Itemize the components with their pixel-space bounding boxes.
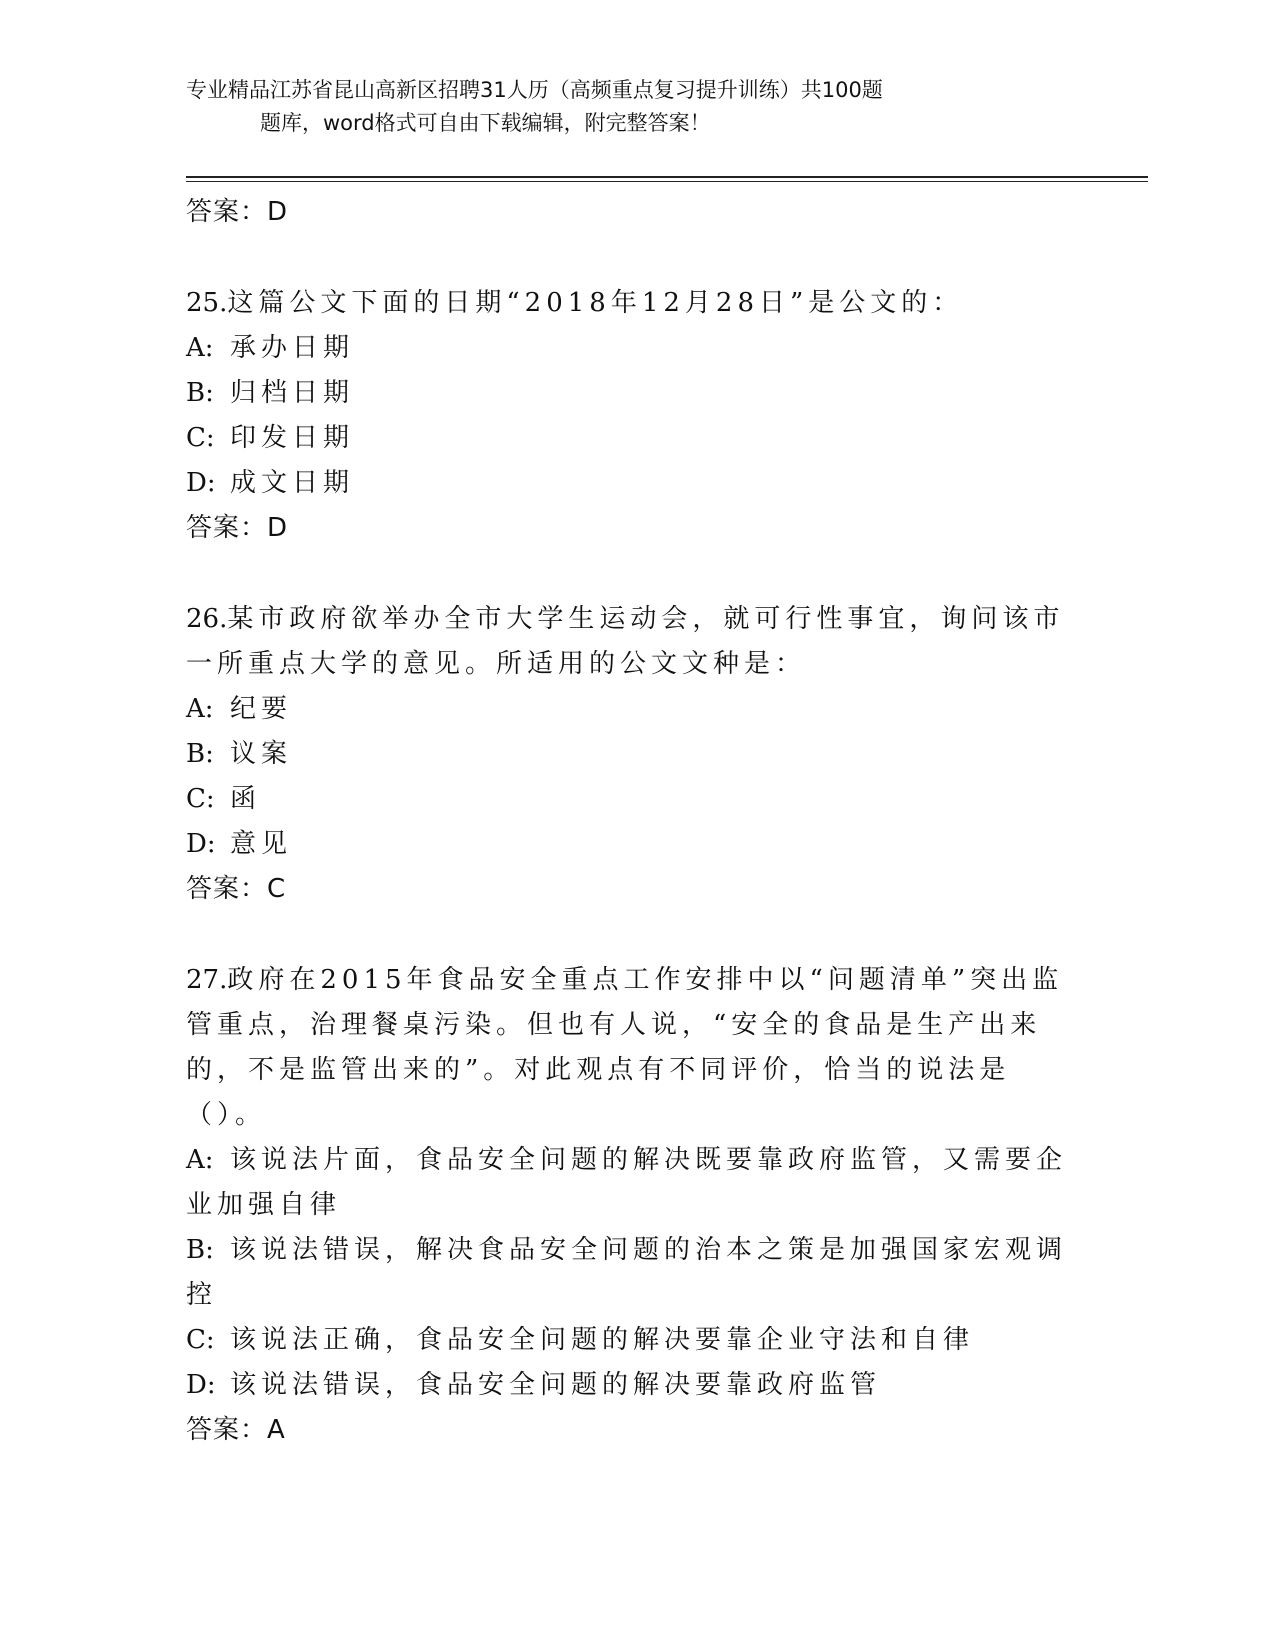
option-text: 议案	[230, 739, 293, 769]
option-d	[186, 1363, 1076, 1408]
question-text	[186, 281, 1076, 326]
option-key: A:	[186, 694, 214, 724]
question-stem: 某市政府欲举办全市大学生运动会，就可行性事宜，询问该市一所重点大学的意见。所适用的公文文种是：	[186, 604, 1065, 679]
option-key: B:	[186, 1235, 214, 1265]
option-text: 该说法错误，食品安全问题的解决要靠政府监管	[230, 1370, 882, 1400]
option-d	[186, 822, 1076, 867]
option-b	[186, 371, 1076, 416]
option-b	[186, 732, 1076, 777]
option-c	[186, 416, 1076, 461]
spacer	[186, 912, 1076, 958]
question-stem: 政府在2015年食品安全重点工作安排中以“问题清单”突出监管重点，治理餐桌污染。但也有人说，“安全的食品是生产出来的，不是监管出来的”。对此观点有不同评价，恰当的说法是（）。	[186, 965, 1064, 1130]
option-text: 函	[230, 784, 262, 814]
option-key: A:	[186, 333, 214, 363]
answer-value: C	[267, 874, 287, 904]
option-key: D:	[186, 829, 216, 859]
option-text: 印发日期	[230, 423, 355, 453]
answer-label: 答案：	[186, 197, 268, 227]
question-text	[186, 958, 1076, 1138]
option-key: C:	[186, 423, 215, 453]
option-c	[186, 1318, 1076, 1363]
option-text: 归档日期	[230, 378, 355, 408]
question-number: 25.	[186, 288, 228, 318]
option-key: D:	[186, 468, 216, 498]
option-key: D:	[186, 1370, 216, 1400]
page-header	[186, 74, 1046, 140]
option-text: 该说法片面，食品安全问题的解决既要靠政府监管，又需要企业加强自律	[186, 1145, 1068, 1220]
option-a	[186, 326, 1076, 371]
question-list	[186, 190, 1076, 1453]
header-divider-thick	[186, 176, 1148, 178]
question-block	[186, 281, 1076, 551]
answer-line	[186, 190, 1076, 235]
answer-value: D	[267, 197, 289, 227]
option-text: 该说法错误，解决食品安全问题的治本之策是加强国家宏观调控	[186, 1235, 1068, 1310]
option-a	[186, 1138, 1076, 1228]
option-text: 意见	[230, 829, 293, 859]
option-key: C:	[186, 1325, 215, 1355]
option-text: 承办日期	[230, 333, 355, 363]
question-stem: 这篇公文下面的日期“2018年12月28日”是公文的：	[227, 288, 964, 318]
answer-label: 答案：	[186, 513, 268, 543]
spacer	[186, 235, 1076, 281]
answer-value: D	[267, 513, 289, 543]
option-text: 成文日期	[230, 468, 355, 498]
option-a	[186, 687, 1076, 732]
option-key: B:	[186, 739, 214, 769]
header-divider-thin	[186, 181, 1148, 182]
answer-label: 答案：	[186, 874, 268, 904]
option-key: B:	[186, 378, 214, 408]
option-d	[186, 461, 1076, 506]
question-text	[186, 597, 1076, 687]
answer-value: A	[267, 1415, 286, 1445]
option-text: 该说法正确，食品安全问题的解决要靠企业守法和自律	[230, 1325, 975, 1355]
answer-line	[186, 867, 1076, 912]
answer-label: 答案：	[186, 1415, 268, 1445]
question-block	[186, 958, 1076, 1453]
option-key: C:	[186, 784, 215, 814]
answer-line	[186, 506, 1076, 551]
question-number: 26.	[186, 604, 228, 634]
question-block	[186, 597, 1076, 912]
question-number: 27.	[186, 965, 228, 995]
answer-line	[186, 1408, 1076, 1453]
option-c	[186, 777, 1076, 822]
option-b	[186, 1228, 1076, 1318]
header-title-line2: 题库，word格式可自由下载编辑，附完整答案！	[260, 111, 711, 135]
option-text: 纪要	[230, 694, 293, 724]
header-title-line1: 专业精品江苏省昆山高新区招聘31人历（高频重点复习提升训练）共100题	[186, 78, 883, 102]
option-key: A:	[186, 1145, 214, 1175]
spacer	[186, 551, 1076, 597]
